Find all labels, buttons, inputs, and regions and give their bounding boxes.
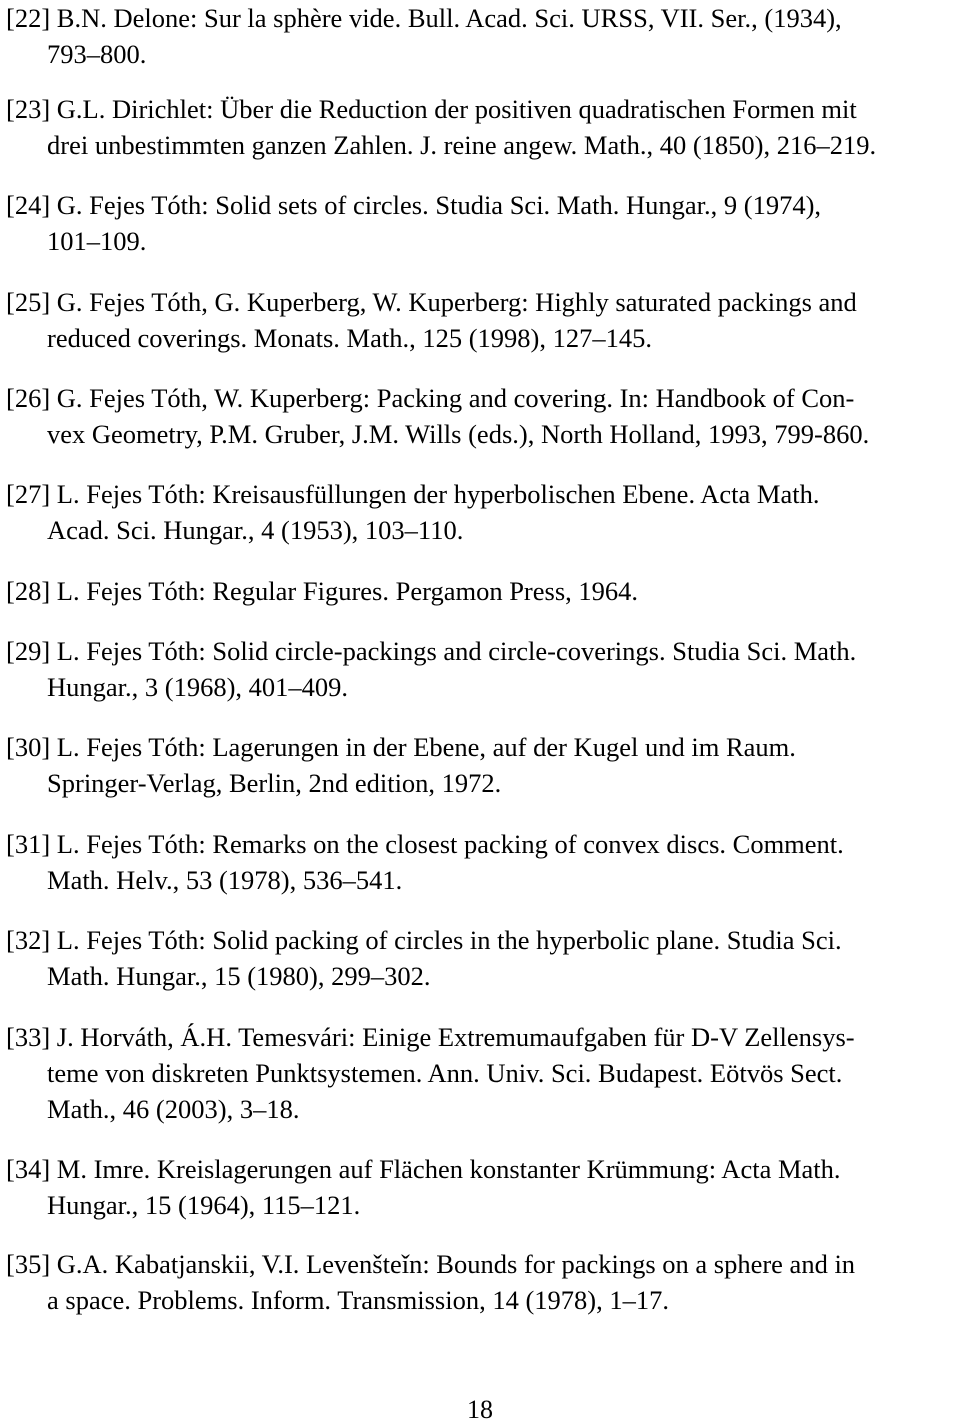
reference-line: [29] L. Fejes Tóth: Solid circle-packings and circle-coverings. Studia Sci. Math. [6,636,857,666]
reference-line: [31] L. Fejes Tóth: Remarks on the closest packing of convex discs. Comment. [6,829,844,859]
reference-line: [24] G. Fejes Tóth: Solid sets of circles. Studia Sci. Math. Hungar., 9 (1974), [6,190,822,220]
reference-line: [27] L. Fejes Tóth: Kreisausfüllungen der hyperbolischen Ebene. Acta Math. [6,479,820,509]
reference-line: [30] L. Fejes Tóth: Lagerungen in der Ebene, auf der Kugel und im Raum. [6,732,796,762]
reference-line: [22] B.N. Delone: Sur la sphère vide. Bull. Acad. Sci. URSS, VII. Ser., (1934), [6,3,842,33]
reference-line: Math. Hungar., 15 (1980), 299–302. [47,961,431,991]
reference-line: Math. Helv., 53 (1978), 536–541. [47,865,403,895]
reference-line: Math., 46 (2003), 3–18. [47,1094,300,1124]
reference-line: vex Geometry, P.M. Gruber, J.M. Wills (eds.), North Holland, 1993, 799-860. [47,419,870,449]
reference-line: [25] G. Fejes Tóth, G. Kuperberg, W. Kuperberg: Highly saturated packings and [6,287,857,317]
reference-line: reduced coverings. Monats. Math., 125 (1998), 127–145. [47,323,652,353]
reference-line: 793–800. [47,39,147,69]
reference-line: [33] J. Horváth, Á.H. Temesvári: Einige Extremumaufgaben für D-V Zellensys- [6,1022,855,1052]
reference-line: [34] M. Imre. Kreislagerungen auf Flächen konstanter Krümmung: Acta Math. [6,1154,841,1184]
reference-line: teme von diskreten Punktsystemen. Ann. Univ. Sci. Budapest. Eötvös Sect. [47,1058,843,1088]
reference-line: a space. Problems. Inform. Transmission, 14 (1978), 1–17. [47,1285,669,1315]
reference-line: 101–109. [47,226,147,256]
reference-line: [26] G. Fejes Tóth, W. Kuperberg: Packing and covering. In: Handbook of Con- [6,383,855,413]
reference-line: Hungar., 3 (1968), 401–409. [47,672,349,702]
reference-line: [32] L. Fejes Tóth: Solid packing of circles in the hyperbolic plane. Studia Sci. [6,925,842,955]
reference-line: [28] L. Fejes Tóth: Regular Figures. Pergamon Press, 1964. [6,576,639,606]
reference-line: [23] G.L. Dirichlet: Über die Reduction der positiven quadratischen Formen mit [6,94,857,124]
page-number: 18 [467,1395,493,1424]
reference-line: [35] G.A. Kabatjanskii, V.I. Levenšteǐn: Bounds for packings on a sphere and in [6,1249,856,1279]
reference-line: Acad. Sci. Hungar., 4 (1953), 103–110. [47,515,464,545]
reference-line: Springer-Verlag, Berlin, 2nd edition, 1972. [47,768,502,798]
reference-line: Hungar., 15 (1964), 115–121. [47,1190,361,1220]
reference-line: drei unbestimmten ganzen Zahlen. J. reine angew. Math., 40 (1850), 216–219. [47,130,877,160]
